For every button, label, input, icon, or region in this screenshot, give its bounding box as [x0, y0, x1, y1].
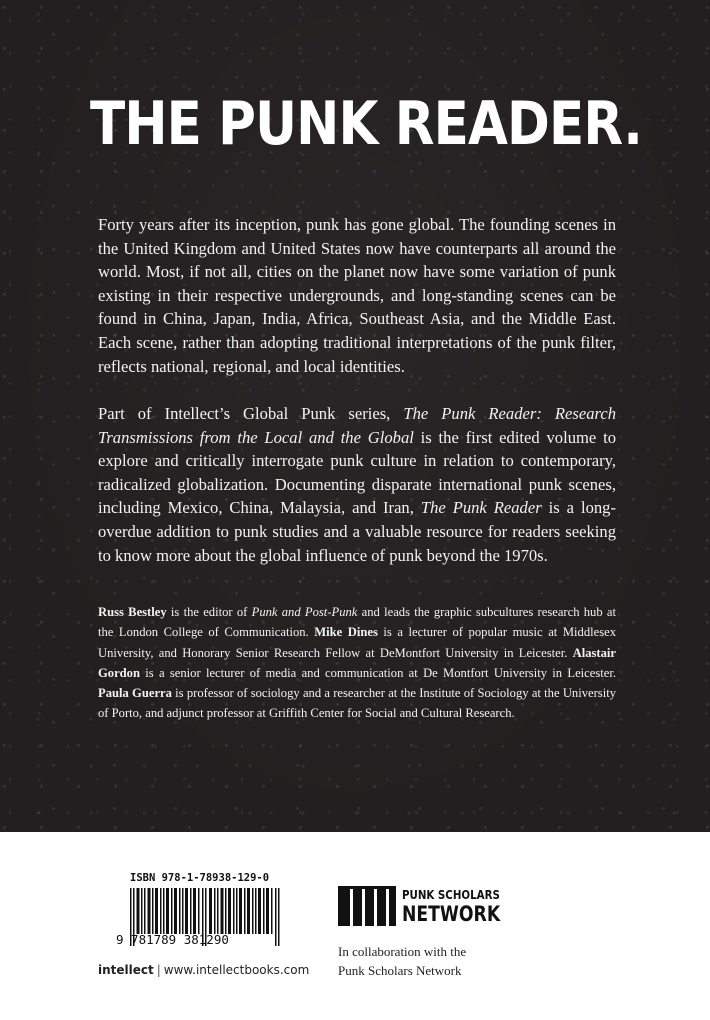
publisher-line: [98, 963, 309, 977]
para2-middle: is the first edited volume to explore and critically interrogate punk culture in relation to contemporary, radicalized globalization. Documenting disparate international punk scenes, including Mexico, China, Malaysia, and Iran,: [98, 427, 616, 518]
description-paragraph-2: [98, 402, 616, 567]
bio-text: is a lecturer of popular music at Middlesex University, and Honorary Senior Research Fellow at DeMontfort University in Leicester.: [98, 625, 616, 660]
bio-name-dines: Mike Dines: [314, 625, 378, 640]
bio-text: is professor of sociology and a researcher at the Institute of Sociology at the University of Porto, and adjunct professor at Griffith Center for Social and Cultural Research.: [98, 686, 616, 721]
bio-text: is a senior lecturer of media and communication at De Montfort University in Leicester.: [140, 665, 616, 680]
bio-text: and leads the graphic subcultures research hub at the London College of Communication.: [98, 605, 616, 640]
book-title-short: The Punk Reader: [420, 498, 542, 518]
description-paragraph-1: Forty years after its inception, punk has gone global. The founding scenes in the United Kingdom and United States now have counterparts all around the world. Most, if not all, cities on the planet now have some variation of punk existing in their respective undergrounds, and long-standing scenes can be found in China, Japan, India, Africa, Southeast Asia, and the Middle East. Each scene, rather than adopting traditional interpretations of the punk filter, reflects national, regional, and local identities.: [98, 215, 616, 376]
collab-line-1: In collaboration with the: [338, 944, 467, 959]
publisher-url: www.intellectbooks.com: [163, 963, 310, 977]
book-title: THE PUNK READER.: [90, 89, 642, 159]
bio-name-gordon: Alastair Gordon: [98, 645, 616, 680]
logo-line-1: PUNK SCHOLARS: [402, 887, 500, 902]
publisher-name: intellect: [98, 963, 154, 977]
bio-name-bestley: Russ Bestley: [98, 605, 167, 619]
bio-name-guerra: Paula Guerra: [98, 686, 172, 701]
para2-intro: Part of Intellect’s Global Punk series,: [98, 404, 404, 423]
para2-end: is a long-overdue addition to punk studies and a valuable resource for readers seeking to know more about the global influence of punk beyond the 1970s.: [98, 498, 617, 565]
book-title-full: The Punk Reader: Research Transmissions from the Local and the Global: [98, 404, 616, 447]
collab-line-2: Punk Scholars Network: [338, 963, 462, 978]
collaboration-note: [338, 942, 538, 980]
bio-text: is the editor of: [166, 605, 252, 619]
barcode-digits: 9 781789 381290: [116, 932, 229, 947]
editor-bios: [98, 602, 616, 724]
logo-line-2: NETWORK: [402, 902, 501, 926]
publisher-separator: |: [156, 963, 161, 977]
isbn-label: ISBN 978-1-78938-129-0: [130, 872, 270, 884]
cover-back-white-strip: [0, 832, 710, 1020]
bio-book-title: Punk and Post-Punk: [251, 605, 358, 619]
punk-scholars-network-wordmark: [402, 888, 500, 926]
